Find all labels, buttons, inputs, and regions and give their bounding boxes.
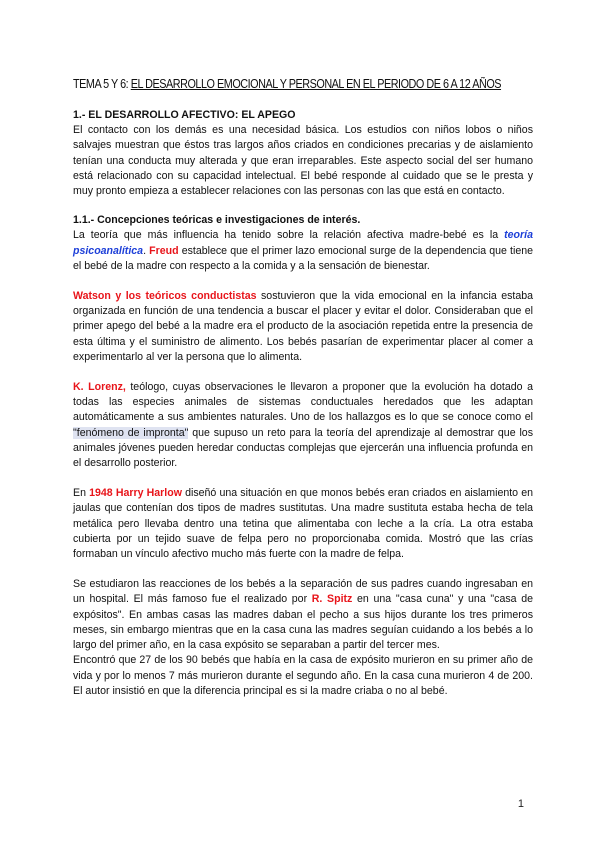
paragraph-apego: El contacto con los demás es una necesidad básica. Los estudios con niños lobos o niños salvajes muestran que éstos tras largos años criados en condiciones precarias y de aislamiento tenían una conducta muy alterada y que eran irreparables. Este aspecto social del ser humano está relacionado con su capacidad intelectual. El bebé responde al cuidado que se le presta y muy pronto empieza a establecer relaciones con las personas con las que está en contacto. [73,124,533,198]
name-harlow: 1948 Harry Harlow [89,487,182,500]
text-fragment: diseñó una situación en que monos bebés eran criados en aislamiento en jaulas que contenían dos tipos de madres sustitutas. Una madre sustituta estaba hecha de tela metálica pero llevaba dentro una tetina que alimentaba con leche a la cría. La otra estaba cubierta por un tejido suave de felpa pero no proporcionaba comida. Mostró que las crías formaban un vínculo afectivo mucho más fuerte con la madre de felpa. [73,487,534,561]
text-fragment: que supuso un reto para la teoría del aprendizaje al demostrar que los animales jóvenes pueden heredar conductas complejas que ejercerán una influencia profunda en el desarrollo posterior. [73,426,533,470]
title-main: EL DESARROLLO EMOCIONAL Y PERSONAL EN EL PERIODO DE 6 A 12 AÑOS [130,77,502,91]
name-lorenz: K. Lorenz, [73,381,126,394]
text-fragment: establece que el primer lazo emocional surge de la dependencia que tiene el bebé de la madre con respecto a la comida y a la sensación de bienestar. [73,244,533,272]
page-number: 1 [517,798,524,810]
section-heading-1-1: 1.1.- Concepciones teóricas e investigaciones de interés. [73,214,361,227]
text-fragment: sostuvieron que la vida emocional en la infancia estaba organizada en función de una tendencia a buscar el placer y evitar el dolor. Consideraban que el primer apego del bebé a la madre era el producto de la asociación repetida entre la presencia de esta última y el suministro de alimento. Los bebés pasarían de experimentar placer al comer a experimentarlo al ver la persona que lo alimenta. [73,290,534,363]
term-impronta: "fenómeno de impronta" [73,426,189,439]
name-watson: Watson y los teóricos conductistas [73,290,257,303]
paragraph-lorenz [73,380,533,471]
text-fragment: teólogo, cuyas observaciones le llevaron a proponer que la evolución ha dotado a todas las especies animales de sistemas conductuales heredados que les adaptan automáticamente a sus ambientes naturales. Uno de los hallazgos es lo que se conoce como el [73,381,533,424]
paragraph-spitz [73,577,533,653]
text-fragment: La teoría que más influencia ha tenido sobre la relación afectiva madre-bebé es la [73,229,505,242]
text-fragment: en una "casa cuna" y una "casa de expósitos". En ambas casas las madres daban el pecho a sus hijos durante los tres primeros meses, sin embargo mientras que en la casa cuna las madres seguían cuidando a los bebés a lo largo del primer año, en la casa expósito se separaban a partir del tercer mes. [73,593,533,652]
paragraph-watson [73,289,533,365]
paragraph-spitz-results: Encontró que 27 de los 90 bebés que había en la casa de expósito murieron en su primer año de vida y por lo menos 7 más murieron durante el segundo año. En la casa cuna murieron 4 de 200. El autor insistió en que la diferencia principal es si la madre criaba o no al bebé. [73,654,533,697]
document-body [73,108,533,699]
text-fragment: Se estudiaron las reacciones de los bebés a la separación de sus padres cuando ingresaban en un hospital. El más famoso fue el realizado por [73,578,533,606]
document-title [73,77,502,91]
name-freud: Freud [149,244,179,257]
term-psicoanalitica: teoría psicoanalítica [73,229,533,257]
section-heading-1: 1.- EL DESARROLLO AFECTIVO: EL APEGO [73,109,296,121]
paragraph-freud [73,228,533,274]
name-spitz: R. Spitz [311,593,353,606]
text-fragment: En [73,487,90,500]
title-prefix: TEMA 5 Y 6: [73,77,131,91]
paragraph-harlow [73,486,533,562]
text-fragment: . [143,244,150,257]
